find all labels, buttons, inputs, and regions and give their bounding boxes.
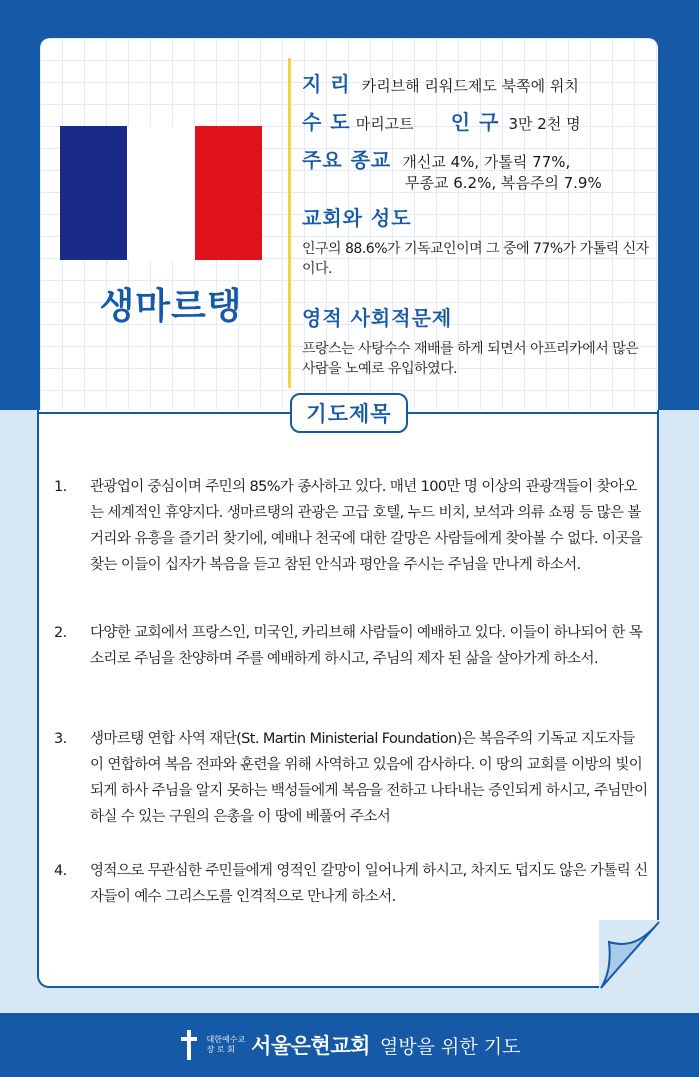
title-line-left — [37, 412, 290, 414]
country-name: 생마르탱 — [99, 286, 243, 327]
issues-text: 프랑스는 사탕수수 재배를 하게 되면서 아프리카에서 많은 사람을 노예로 유입하였다. — [302, 341, 639, 377]
population-value: 3만 2천 명 — [508, 115, 581, 133]
prayer-item-3 — [54, 726, 648, 830]
prayer-item-text: 관광업이 중심이며 주민의 85%가 종사하고 있다. 매년 100만 명 이상의 관광객들이 찾아오는 세계적인 휴양지다. 생마르탱의 관광은 고급 호텔, 누드 비치, 보석과 의류 쇼핑 등 많은 볼거리와 유흥을 즐기러 찾기에, 예배나 천국에 대한 갈망은 사람들에게 찾아볼 수 없다. 이곳을 찾는 이들이 십자가 복음을 듣고 참된 안식과 평안을 주시는 주님을 만나게 하소서. — [90, 479, 643, 573]
geography-row — [302, 68, 579, 97]
religion-row-2 — [405, 172, 602, 193]
flag-stripe-blue — [60, 126, 127, 260]
capital-label: 수 도 — [302, 110, 351, 134]
prayer-item-number: 1. — [54, 479, 67, 495]
country-flag — [60, 126, 262, 260]
prayer-title: 기도제목 — [290, 393, 408, 433]
prayer-item-text: 영적으로 무관심한 주민들에게 영적인 갈망이 일어나게 하시고, 차지도 덥지도 않은 가톨릭 신자들이 예수 그리스도를 인격적으로 만나게 하소서. — [90, 863, 648, 905]
prayer-item-text: 다양한 교회에서 프랑스인, 미국인, 카리브해 사람들이 예배하고 있다. 이들이 하나되어 한 목소리로 주님을 찬양하며 주를 예배하게 하시고, 주님의 제자 된 삶을 살아가게 하소서. — [90, 625, 643, 667]
geography-label: 지 리 — [302, 72, 351, 96]
title-line-right — [408, 412, 659, 414]
religion-label: 주요 종교 — [302, 148, 392, 172]
prayer-item-4 — [54, 858, 648, 910]
prayer-item-1 — [54, 474, 648, 578]
capital-population-row — [302, 106, 581, 135]
footer-subtitle: 열방을 위한 기도 — [379, 1035, 521, 1058]
prayer-item-number: 4. — [54, 863, 67, 879]
church-logo — [179, 1030, 521, 1060]
flag-stripe-red — [195, 126, 262, 260]
church-name: 서울은현교회 — [251, 1034, 370, 1058]
prayer-item-2 — [54, 620, 648, 672]
population-label: 인 구 — [450, 110, 500, 134]
religion-value-line2: 무종교 6.2%, 복음주의 7.9% — [405, 174, 602, 192]
issues-section — [302, 302, 654, 379]
issues-label: 영적 사회적문제 — [302, 306, 453, 330]
religion-row — [302, 144, 570, 173]
flag-stripe-white — [127, 126, 194, 260]
prayer-item-text: 생마르탱 연합 사역 재단(St. Martin Ministerial Foundation)은 복음주의 기독교 지도자들이 연합하여 복음 전파와 훈련을 위해 사역하고 있음에 감사하다. 이 땅의 교회를 이방의 빛이 되게 하사 주님을 알지 못하는 백성들에게 복음을 전하고 나타내는 증인되게 하시고, 주님만이 하실 수 있는 구원의 은총을 이 땅에 베풀어 주소서 — [90, 731, 648, 825]
church-label: 교회와 성도 — [302, 206, 412, 230]
capital-value: 마리고트 — [355, 115, 414, 133]
denomination-line2: 장 로 회 — [206, 1045, 235, 1054]
religion-value-line1: 개신교 4%, 가톨릭 77%, — [402, 153, 571, 171]
cross-icon — [179, 1030, 199, 1060]
footer — [0, 1013, 699, 1077]
info-divider — [288, 58, 291, 388]
prayer-item-number: 3. — [54, 731, 67, 747]
church-section — [302, 202, 654, 279]
prayer-item-number: 2. — [54, 625, 67, 641]
church-text: 인구의 88.6%가 기독교인이며 그 중에 77%가 가톨릭 신자이다. — [302, 241, 649, 277]
page-curl — [599, 920, 661, 990]
denomination-line1: 대한예수교 — [206, 1035, 246, 1044]
geography-value: 카리브해 리워드제도 북쪽에 위치 — [361, 77, 579, 95]
denomination — [207, 1035, 246, 1055]
country-info-card — [40, 38, 658, 410]
